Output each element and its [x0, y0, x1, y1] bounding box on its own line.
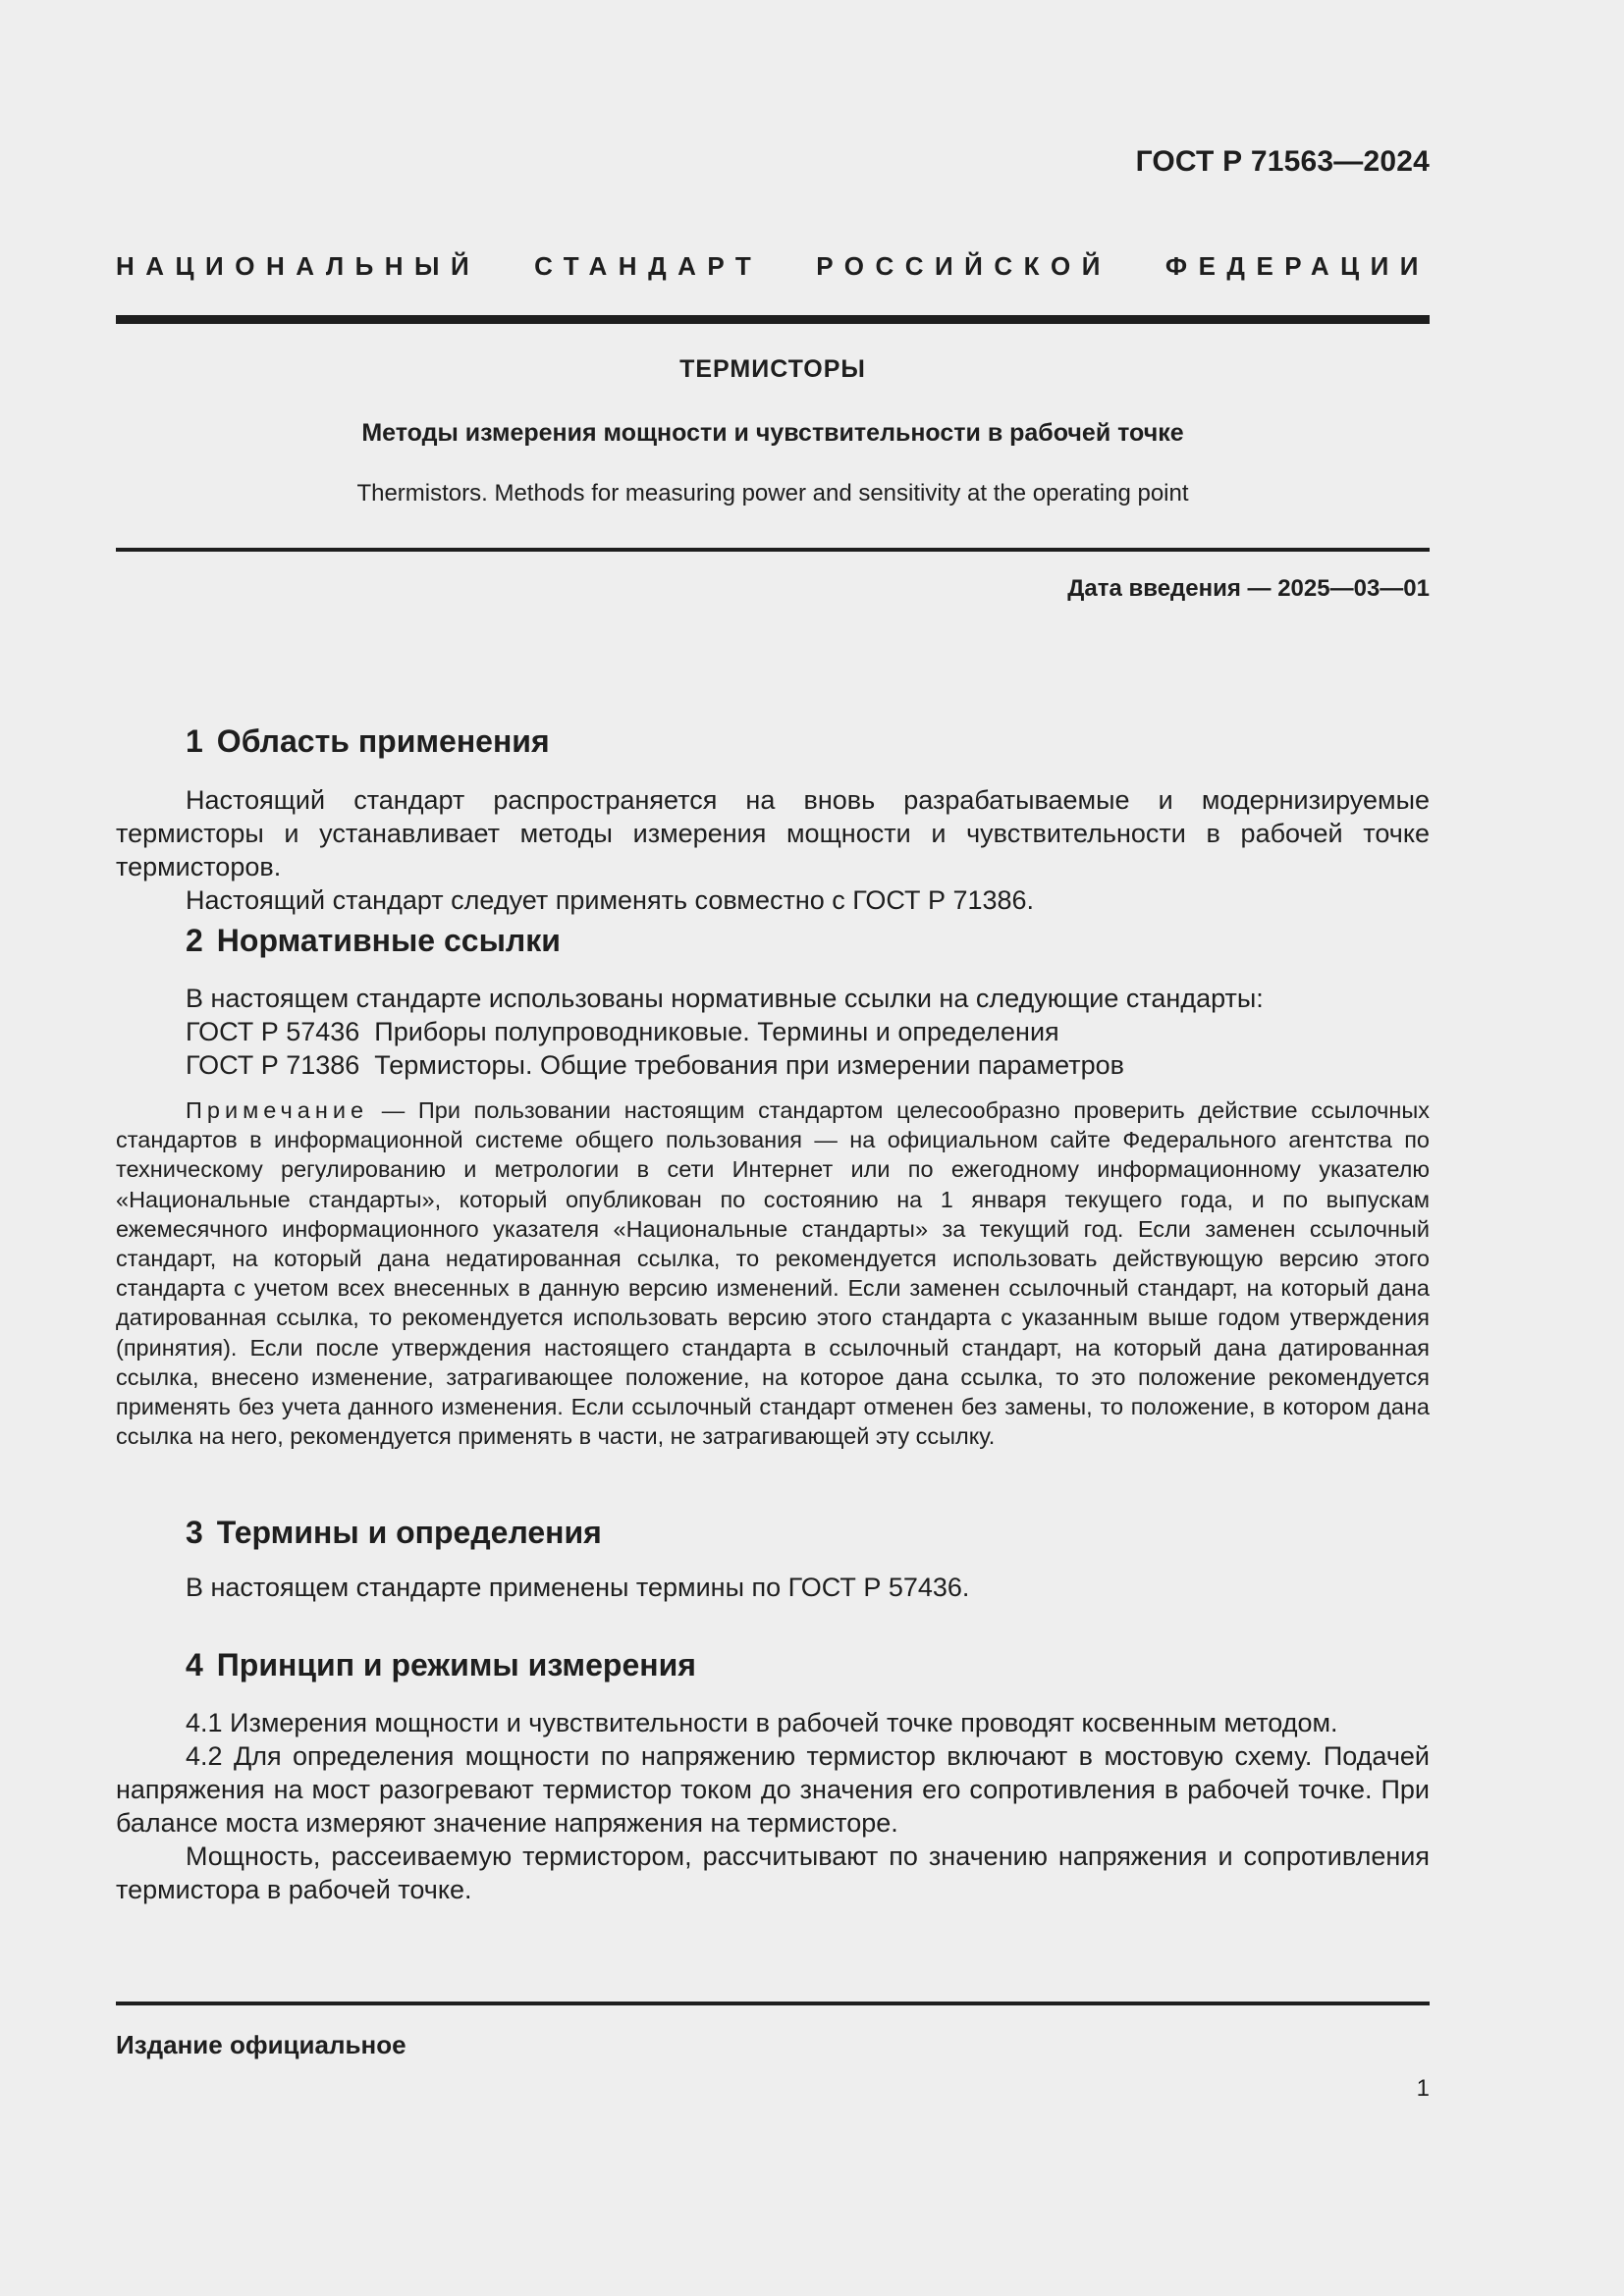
section-3-heading: [186, 1515, 602, 1551]
paragraph: Настоящий стандарт следует применять совместно с ГОСТ Р 71386.: [186, 885, 1035, 915]
page-number: 1: [1416, 2075, 1430, 2102]
header-rule: [116, 315, 1430, 324]
paragraph: 4.2 Для определения мощности по напряжению термистор включают в мостовую схему. Подачей напряжения на мост разогревают термистор током до значения его сопротивления в рабочей точке. При балансе моста измеряют значение напряжения на термисторе.: [116, 1741, 1430, 1838]
section-number: 2: [186, 923, 203, 958]
title-rule: [116, 548, 1430, 552]
section-1-body: [116, 783, 1430, 917]
section-number: 4: [186, 1647, 203, 1682]
section-2-note: [116, 1095, 1430, 1451]
footer-rule: [116, 2002, 1430, 2005]
paragraph: В настоящем стандарте использованы нормативные ссылки на следующие стандарты:: [186, 984, 1264, 1013]
note-paragraph: [116, 1095, 1430, 1451]
reference-item: ГОСТ Р 71386 Термисторы. Общие требования при измерении параметров: [186, 1050, 1124, 1080]
section-title: Нормативные ссылки: [216, 923, 561, 958]
paragraph: Настоящий стандарт распространяется на вновь разрабатываемые и модернизируемые термисторы и устанавливает методы измерения мощности и чувствительности в рабочей точке термисторов.: [116, 785, 1430, 881]
section-3-body: [116, 1571, 1430, 1604]
section-2-heading: [186, 923, 561, 959]
section-2-body: [116, 982, 1430, 1082]
gost-number: ГОСТ Р 71563—2024: [1135, 145, 1430, 178]
note-label: Примечание: [186, 1097, 369, 1123]
reference-item: ГОСТ Р 57436 Приборы полупроводниковые. Термины и определения: [186, 1017, 1059, 1046]
paragraph: Мощность, рассеиваемую термистором, рассчитывают по значению напряжения и сопротивления термистора в рабочей точке.: [116, 1842, 1430, 1904]
section-title: Область применения: [216, 723, 550, 759]
paragraph: В настоящем стандарте применены термины по ГОСТ Р 57436.: [186, 1573, 970, 1602]
note-text: — При пользовании настоящим стандартом целесообразно проверить действие ссылочных стандартов в информационной системе общего пользования — на официальном сайте Федерального агентства по техническому регулированию и метрологии в сети Интернет или по ежегодному информационному указателю «Национальные стандарты», который опубликован по состоянию на 1 января текущего года, и по выпускам ежемесячного информационного указателя «Национальные стандарты» за текущий год. Если заменен ссылочный стандарт, на который дана недатированная ссылка, то рекомендуется использовать действующую версию этого стандарта с учетом всех внесенных в данную версию изменений. Если заменен ссылочный стандарт, на который дана датированная ссылка, то рекомендуется использовать версию этого стандарта с указанным выше годом утверждения (принятия). Если после утверждения настоящего стандарта в ссылочный стандарт, на который дана датированная ссылка, внесено изменение, затрагивающее положение, на которое дана ссылка, то это положение рекомендуется применять без учета данного изменения. Если ссылочный стандарт отменен без замены, то положение, в котором дана ссылка на него, рекомендуется применять в части, не затрагивающей эту ссылку.: [116, 1097, 1430, 1450]
official-edition-label: Издание официальное: [116, 2030, 406, 2059]
national-standard-title: НАЦИОНАЛЬНЫЙ СТАНДАРТ РОССИЙСКОЙ ФЕДЕРАЦИИ: [116, 251, 1430, 281]
section-number: 3: [186, 1515, 203, 1550]
section-1-heading: [186, 723, 550, 760]
section-4-body: [116, 1706, 1430, 1906]
introduction-date: Дата введения — 2025—03—01: [1067, 575, 1430, 602]
section-title: Термины и определения: [216, 1515, 602, 1550]
section-4-heading: [186, 1647, 696, 1683]
section-title: Принцип и режимы измерения: [216, 1647, 696, 1682]
document-english-title: Thermistors. Methods for measuring power and sensitivity at the operating point: [356, 480, 1189, 507]
section-number: 1: [186, 723, 203, 759]
document-subtitle: Методы измерения мощности и чувствительности в рабочей точке: [361, 419, 1184, 447]
document-title: ТЕРМИСТОРЫ: [679, 355, 866, 383]
paragraph: 4.1 Измерения мощности и чувствительности в рабочей точке проводят косвенным методом.: [186, 1708, 1338, 1737]
